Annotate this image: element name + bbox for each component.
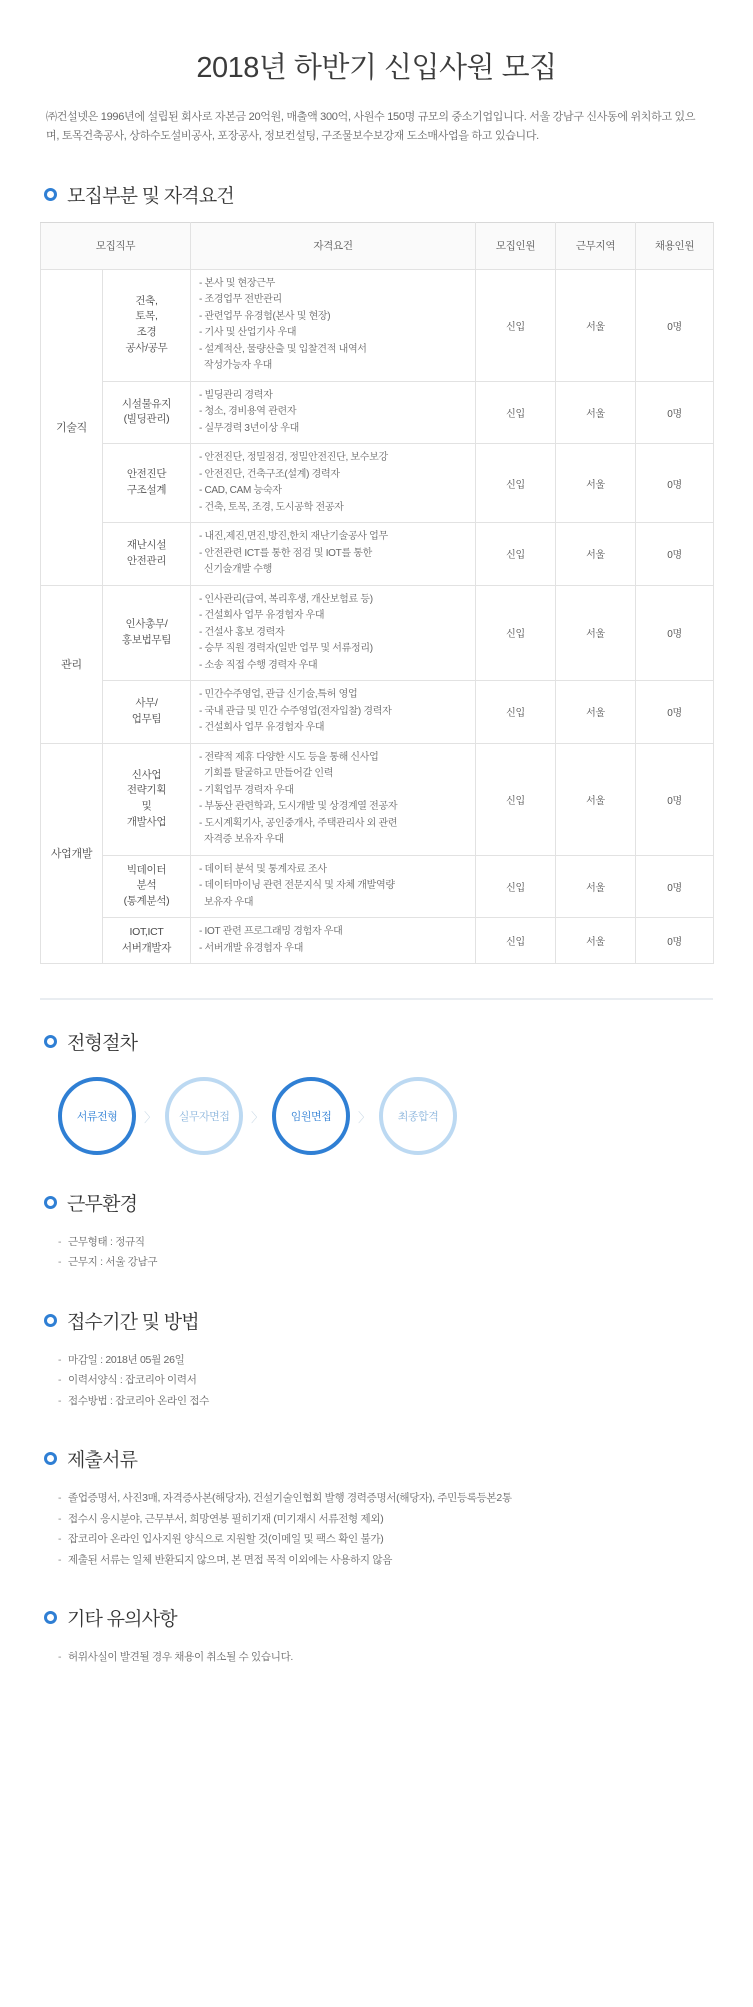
job-requirements: - 민간수주영업, 관급 신기술,특허 영업 - 국내 관급 및 민간 수주영업(전자입찰) 경력자 - 건설회사 업무 유경험자 우대 [191,681,476,744]
job-duty: IOT,ICT 서버개발자 [103,918,191,964]
section-heading [40,181,713,208]
job-headcount: 신입 [476,855,556,918]
job-duty: 인사총무/ 홍보법무팀 [103,585,191,681]
job-headcount: 신입 [476,585,556,681]
page-title: 2018년 하반기 신입사원 모집 [196,52,557,84]
table-body [41,269,714,964]
job-region: 서울 [556,855,636,918]
job-requirements: - IOT 관련 프로그래밍 경험자 우대 - 서버개발 유경험자 우대 [191,918,476,964]
job-region: 서울 [556,444,636,523]
job-hired: 0명 [636,585,714,681]
process-step: 실무자면접 [165,1077,243,1155]
section-title: 기타 유의사항 [67,1609,177,1631]
list-item: - 근무지 : 서울 강남구 [58,1252,713,1272]
table-row [41,585,714,681]
job-category: 기술직 [41,269,103,585]
job-region: 서울 [556,269,636,381]
list-item: - 접수시 응시분야, 근무부서, 희망연봉 필히기재 (미기재시 서류전형 제외) [58,1509,713,1529]
circle-bullet-icon [44,1035,57,1048]
job-duty: 빅데이터 분석 (통계분석) [103,855,191,918]
environment-list [40,1230,713,1273]
list-item: - 근무형태 : 정규직 [58,1232,713,1252]
list-item: - 허위사실이 발견될 경우 채용이 취소될 수 있습니다. [58,1647,713,1667]
col-hired: 채용인원 [636,222,714,269]
job-headcount: 신입 [476,681,556,744]
job-region: 서울 [556,523,636,586]
chevron-right-icon: 〉 [358,1109,372,1125]
list-item: - 제출된 서류는 일체 반환되지 않으며, 본 면접 목적 이외에는 사용하지 않음 [58,1550,713,1570]
job-headcount: 신입 [476,444,556,523]
table-row [41,743,714,855]
section-heading [40,1307,713,1334]
job-hired: 0명 [636,269,714,381]
job-duty: 재난시설 안전관리 [103,523,191,586]
documents-list [40,1486,713,1570]
job-duty: 신사업 전략기획 및 개발사업 [103,743,191,855]
job-requirements: - 안전진단, 정밀점검, 정밀안전진단, 보수보강 - 안전진단, 건축구조(설계) 경력자 - CAD, CAM 능숙자 - 건축, 토목, 조경, 도시공학 전공자 [191,444,476,523]
table-row [41,681,714,744]
table-row [41,269,714,381]
job-hired: 0명 [636,918,714,964]
list-item: - 접수방법 : 잡코리아 온라인 접수 [58,1391,713,1411]
job-hired: 0명 [636,855,714,918]
job-region: 서울 [556,681,636,744]
section-title: 모집부분 및 자격요건 [67,185,234,207]
job-duty: 사무/ 업무팀 [103,681,191,744]
section-heading [40,1028,713,1055]
jobs-table [40,222,714,965]
table-row [41,855,714,918]
section-environment [40,1189,713,1273]
job-requirements: - 데이터 분석 및 통계자료 조사 - 데이터마이닝 관련 전문지식 및 자체 개발역량 보유자 우대 [191,855,476,918]
list-item: - 이력서양식 : 잡코리아 이력서 [58,1370,713,1390]
job-headcount: 신입 [476,743,556,855]
circle-bullet-icon [44,188,57,201]
job-category: 관리 [41,585,103,743]
section-apply [40,1307,713,1411]
section-title: 전형절차 [67,1033,138,1054]
job-duty: 시설물유지 (빌딩관리) [103,381,191,444]
job-requirements: - 본사 및 현장근무 - 조경업무 전반관리 - 관련업무 유경험(본사 및 현장) - 기사 및 산업기사 우대 - 설계적산, 물량산출 및 입찰견적 내역서 작성가능자 우대 [191,269,476,381]
job-hired: 0명 [636,381,714,444]
job-region: 서울 [556,381,636,444]
divider [40,998,713,1000]
section-notes [40,1604,713,1667]
job-region: 서울 [556,743,636,855]
table-row [41,918,714,964]
section-documents [40,1445,713,1570]
job-category: 사업개발 [41,743,103,964]
job-duty: 건축, 토목, 조경 공사/공무 [103,269,191,381]
job-headcount: 신입 [476,269,556,381]
col-requirements: 자격요건 [191,222,476,269]
section-process [40,1028,713,1155]
chevron-right-icon: 〉 [144,1109,158,1125]
job-requirements: - 인사관리(급여, 복리후생, 개산보험료 등) - 건설회사 업무 유경험자 우대 - 건설사 홍보 경력자 - 승무 직원 경력자(일반 업무 및 서류정리) - 소송 직접 수행 경력자 우대 [191,585,476,681]
job-requirements: - 전략적 제휴 다양한 시도 등을 통해 신사업 기회를 탈굴하고 만들어갈 인력 - 기획업무 경력자 우대 - 부동산 관련학과, 도시개발 및 상경계열 전공자 - 도시계획기사, 공인중개사, 주택관리사 외 관련 자격증 보유자 우대 [191,743,476,855]
list-item: - 잡코리아 온라인 입사지원 양식으로 지원할 것(이메일 및 팩스 확인 불가) [58,1529,713,1549]
list-item: - 졸업증명서, 사진3매, 자격증사본(해당자), 건설기술인협회 발행 경력증명서(해당자), 주민등록등본2통 [58,1488,713,1508]
job-hired: 0명 [636,743,714,855]
job-duty: 안전진단 구조설계 [103,444,191,523]
circle-bullet-icon [44,1611,57,1624]
section-recruit [40,181,713,965]
process-step: 서류전형 [58,1077,136,1155]
section-heading [40,1604,713,1631]
job-hired: 0명 [636,523,714,586]
apply-list [40,1348,713,1411]
section-title: 제출서류 [67,1450,138,1472]
job-region: 서울 [556,585,636,681]
col-region: 근무지역 [556,222,636,269]
process-steps [40,1069,713,1155]
job-hired: 0명 [636,444,714,523]
circle-bullet-icon [44,1314,57,1327]
process-step: 임원면접 [272,1077,350,1155]
job-headcount: 신입 [476,918,556,964]
list-item: - 마감일 : 2018년 05월 26일 [58,1350,713,1370]
col-duty: 모집직무 [41,222,191,269]
section-title: 접수기간 및 방법 [67,1311,199,1333]
process-step: 최종합격 [379,1077,457,1155]
notes-list [40,1645,713,1667]
company-intro: ㈜건설넷은 1996년에 설립된 회사로 자본금 20억원, 매출액 300억, 사원수 150명 규모의 중소기업입니다. 서울 강남구 신사동에 위치하고 있으며, 토목건축공사, 상하수도설비공사, 포장공사, 정보컨설팅, 구조물보수보강재 도소매사업을 하고 있습니다. [46,111,696,143]
job-region: 서울 [556,918,636,964]
section-title: 근무환경 [67,1194,138,1215]
job-headcount: 신입 [476,523,556,586]
chevron-right-icon: 〉 [251,1109,265,1125]
job-requirements: - 빌딩관리 경력자 - 청소, 경비용역 관련자 - 실무경력 3년이상 우대 [191,381,476,444]
table-row [41,523,714,586]
table-header [41,222,714,269]
section-heading [40,1189,713,1216]
job-requirements: - 내진,제진,면진,방진,한치 재난기술공사 업무 - 안전관련 ICT를 통한 점검 및 IOT를 통한 신기술개발 수행 [191,523,476,586]
table-row [41,381,714,444]
col-headcount: 모집인원 [476,222,556,269]
section-heading [40,1445,713,1472]
job-hired: 0명 [636,681,714,744]
circle-bullet-icon [44,1196,57,1209]
job-headcount: 신입 [476,381,556,444]
circle-bullet-icon [44,1452,57,1465]
table-row [41,444,714,523]
